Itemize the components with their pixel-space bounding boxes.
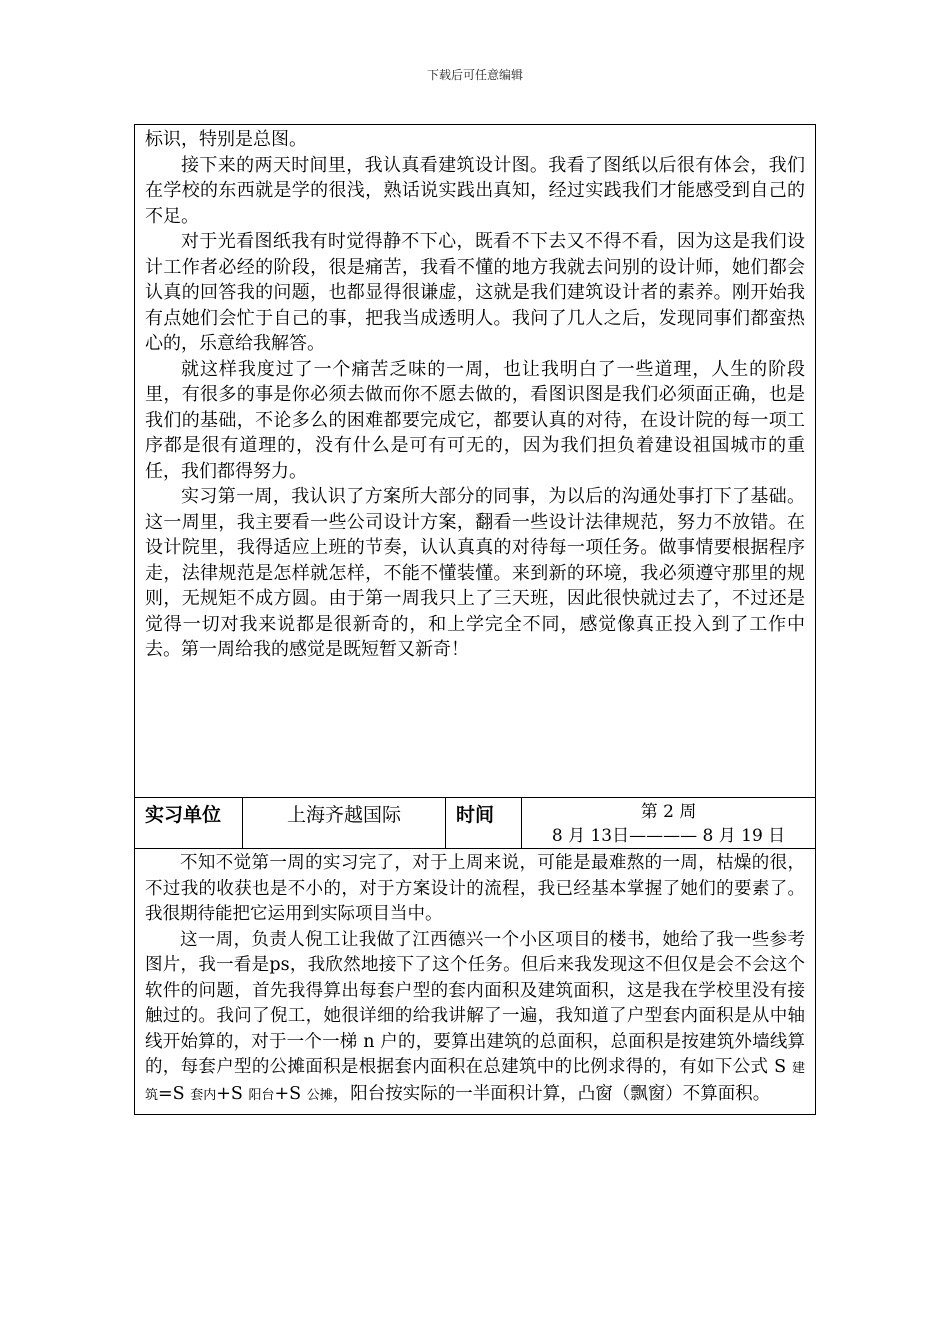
- bottom-section-body: [135, 849, 815, 1114]
- info-row: [135, 798, 816, 849]
- top-paragraph: 接下来的两天时间里，我认真看建筑设计图。我看了图纸以后很有体会，我们在学校的东西就是学的很浅，熟话说实践出真知，经过实践我们才能感受到自己的不足。: [145, 154, 806, 227]
- top-paragraph: 标识，特别是总图。: [145, 129, 307, 150]
- bottom-paragraph: 不知不觉第一周的实习完了，对于上周来说，可能是最难熬的一周，枯燥的很，不过我的收获也是不小的，对于方案设计的流程，我已经基本掌握了她们的要素了。我很期待能把它运用到实际项目当中。: [145, 853, 806, 924]
- formula-sub-building: 建筑: [145, 1061, 806, 1103]
- top-paragraph: 就这样我度过了一个痛苦乏味的一周，也让我明白了一些道理，人生的阶段里，有很多的事是你必须去做而你不愿去做的，看图识图是我们必须面正确，也是我们的基础，不论多么的困难都要完成它，都要认真的对待，在设计院的每一项工序都是很有道理的，没有什么是可有可无的，因为我们担负着建设祖国城市的重任，我们都得努力。: [145, 358, 806, 482]
- top-paragraph: 对于光看图纸我有时觉得静不下心，既看不下去又不得不看，因为这是我们设计工作者必经的阶段，很是痛苦，我看不懂的地方我就去问别的设计师，她们都会认真的回答我的问题，也都显得很谦虚，这就是我们建筑设计者的素养。刚开始我有点她们会忙于自己的事，把我当成透明人。我问了几人之后，发现同事们都蛮热心的，乐意给我解答。: [145, 231, 806, 354]
- bottom-section-cell: [135, 849, 816, 1115]
- formula-sub-balcony: 阳台: [248, 1087, 275, 1103]
- top-paragraph: 实习第一周，我认识了方案所大部分的同事，为以后的沟通处事打下了基础。这一周里，我主要看一些公司设计方案，翻看一些设计法律规范，努力不放错。在设计院里，我得适应上班的节奏，认认真真的对待每一项任务。做事情要根据程序走，法律规范是怎样就怎样，不能不懂装懂。来到新的环境，我必须遵守那里的规则，无规矩不成方圆。由于第一周我只上了三天班，因此很快就过去了，不过还是觉得一切对我来说都是很新奇的，和上学完全不同，感觉像真正投入到了工作中去。第一周给我的感觉是既短暂又新奇！: [145, 486, 806, 660]
- top-section-row: [135, 125, 816, 798]
- time-label: 时间: [446, 798, 522, 849]
- formula-eq-s: =S: [158, 1083, 191, 1104]
- top-section-body: [135, 125, 815, 797]
- time-value: [522, 798, 816, 849]
- unit-value: 上海齐越国际: [243, 798, 446, 849]
- formula-s: S: [774, 1057, 793, 1077]
- formula-plus-s: +S: [216, 1083, 249, 1104]
- internship-report-table: [134, 124, 816, 1115]
- formula-sub-interior: 套内: [190, 1087, 217, 1103]
- formula-paragraph-text: 这一周，负责人倪工让我做了江西德兴一个小区项目的楼书，她给了我一些参考图片，我一看是ps，我欣然地接下了这个任务。但后来我发现这不但仅是会不会这个软件的问题，首先我得算出每套户型的套内面积及建筑面积，这是我在学校里没有接触过的。我问了倪工，她很详细的给我讲解了一遍，我知道了户型套内面积是从中轴线开始算的，对于一个一梯 n 户的，要算出建筑的总面积，总面积是按建筑外墙线算的，每套户型的公摊面积是根据套内面积在总建筑中的比例求得的，有如下公式: [145, 929, 806, 1077]
- week-number: 第 2 周: [640, 802, 697, 822]
- page-header-note: 下载后可任意编辑: [426, 68, 523, 82]
- formula-sub-shared: 公摊: [306, 1087, 333, 1103]
- top-section-cell: [135, 125, 816, 798]
- bottom-section-row: [135, 849, 816, 1115]
- formula-plus-s: +S: [274, 1083, 307, 1104]
- unit-label: 实习单位: [135, 798, 243, 849]
- date-range: 8 月 13日———— 8 月 19 日: [551, 826, 786, 846]
- formula-tail: ，阳台按实际的一半面积计算，凸窗（飘窗）不算面积。: [332, 1083, 771, 1104]
- bottom-paragraph-formula: [145, 928, 805, 1109]
